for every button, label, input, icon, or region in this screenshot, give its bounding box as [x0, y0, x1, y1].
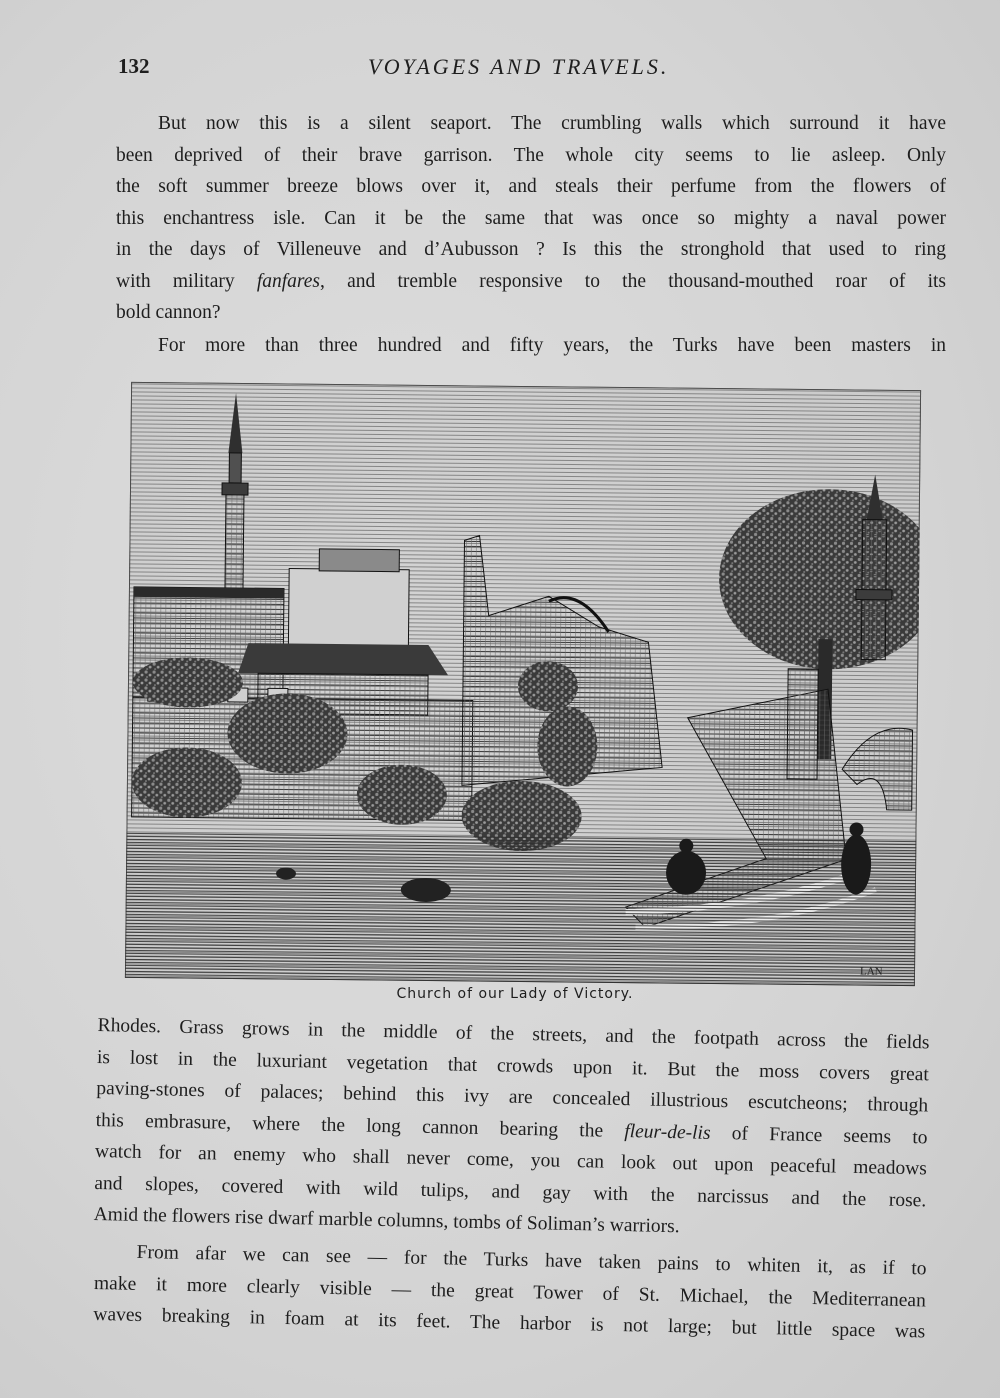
text-line: in the days of Villeneuve and d’Aubusson ? Is this the stronghold that used to ring — [116, 239, 946, 260]
text-line: From afar we can see — for the Turks have taken pains to whiten it, as if to — [136, 1241, 927, 1280]
text-line: this embrasure, where the long cannon bearing the fleur-de-lis of France seems to — [95, 1109, 928, 1148]
text-line: Amid the flowers rise dwarf marble columns, tombs of Soliman’s warriors. — [93, 1203, 680, 1238]
ground — [125, 832, 916, 986]
text-line: But now this is a silent seaport. The crumbling walls which surround it have — [158, 113, 946, 134]
text-line: watch for an enemy who shall never come, you can look out upon peaceful meadows — [94, 1140, 928, 1180]
figure-caption: Church of our Lady of Victory. — [396, 986, 634, 1002]
text-line: the soft summer breeze blows over it, and steals their perfume from the flowers of — [116, 176, 946, 197]
engraver-signature: LAN — [859, 965, 883, 978]
engraving-artwork — [125, 382, 921, 986]
engraving-illustration — [125, 382, 921, 986]
text-line: is lost in the luxuriant vegetation that crowds upon it. But the moss covers great — [96, 1046, 930, 1085]
page-header — [118, 52, 948, 86]
text-line: make it more clearly visible — the great Tower of St. Michael, the Mediterranean — [93, 1272, 927, 1311]
text-line: waves breaking in foam at its feet. The harbor is not large; but little space was — [93, 1303, 926, 1343]
paragraph-4 — [93, 1236, 927, 1348]
paragraph-1 — [116, 108, 946, 329]
paragraph-2 — [116, 330, 946, 362]
page-number: 132 — [118, 54, 150, 78]
text-line: been deprived of their brave garrison. The whole city seems to lie asleep. Only — [116, 144, 946, 166]
text-line: this enchantress isle. Can it be the same that was once so mighty a naval power — [116, 207, 946, 229]
text-line: paving-stones of palaces; behind this ivy are concealed illustrious escutcheons; through — [96, 1077, 929, 1117]
paragraph-3 — [93, 1010, 929, 1248]
text-line: bold cannon? — [116, 302, 221, 323]
text-line: and slopes, covered with wild tulips, and gay with the narcissus and the rose. — [94, 1172, 927, 1211]
text-line: Rhodes. Grass grows in the middle of the streets, and the footpath across the fields — [97, 1014, 930, 1054]
text-line: with military fanfares, and tremble responsive to the thousand-mouthed roar of its — [116, 270, 946, 292]
text-line: For more than three hundred and fifty years, the Turks have been masters in — [158, 335, 946, 356]
running-title: VOYAGES AND TRAVELS. — [368, 54, 670, 79]
